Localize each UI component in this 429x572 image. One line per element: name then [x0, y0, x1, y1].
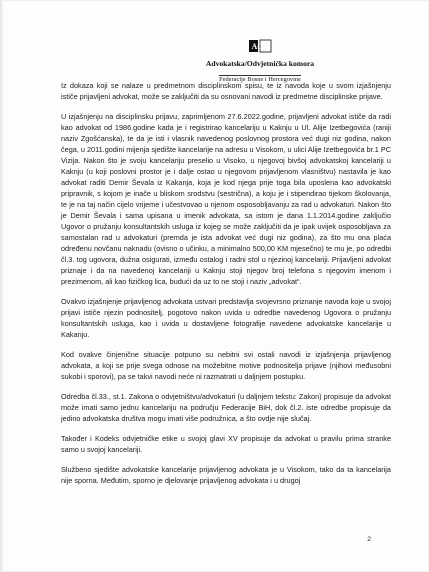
paragraph-5: Odredba čl.33., st.1. Zakona o odvjetništvu/advokaturi (u daljnjem tekstu: Zakon) propisuje da advokat može imati samo jednu kancelariju na području Federacije BiH, dok čl.2. iste odredbe propisuje da jedino advokatska društva mogu imati više podružnica, a što ovdje nije slučaj.	[61, 392, 391, 423]
paragraph-6: Također i Kodeks odvjetničke etike u svojoj glavi XV propisuje da advokat u pravilu prima stranke samo u svojoj kancelariji.	[61, 434, 391, 454]
aok-logo-icon	[247, 38, 273, 58]
org-name: Advokatska/Odvjetnička komora	[205, 59, 315, 68]
letterhead	[170, 38, 350, 86]
org-subtitle: Federacije Bosne i Hercegovine	[219, 76, 301, 83]
page-edge-shadow	[0, 0, 4, 572]
logo-letter-a: AOK	[251, 42, 270, 51]
paragraph-2: U izjašnjenju na disciplinsku prijavu, zaprimljenom 27.6.2022.godine, prijavljeni advokat ističe da radi kao advokat od 1986.godine kada je i registrirao kancelariju u Kaknju u Ul. Alije Izetbegovića (raniji naziv Zgošćanska), te da je isti i vlasnik navedenog poslovnog prostora već dugi niz godina, nakon čega, u 2011.godini mijenja sjedište kancelarije na adresu u Visokom, u ulici Alije Izetbegovića br.1 PC Vizija. Nakon što je svoju kancelariju preselio u Visoko, u njegovoj bivšoj advokatskoj kancelariji u Kaknju (u koji poslovni prostor je i dalje ostao u njegovom prijavljenom vlasništvu) nastavila je kao advokat raditi Demir Ševala iz Kakanja, koja je kod njega prije toga bila uposlena kao advokatski pripravnik, s kojom je inače u bliskom srodstvu (sestrična), a koju je i stipendirao tijekom školovanja, te je na taj način cijelo vrijeme i učestvovao u njenom osposobljavanju za rad u advokaturi. Nakon što je Demir Ševala i sama upisana u imenik advokata, sa istom je dana 1.1.2014.godine zaključio Ugovor o pružanju konsultantskih usluga iz kojeg se može zaključiti da je ipak uvijek osposobljava za samostalan rad u advokaturi (premda je ista advokat već dugi niz godina), za što mu ona plaća određenu novčanu naknadu (ovisno o učinku, a minimalno 500,00 KM mjesečno) te mu je, po odredbi čl.3. tog ugovora, dužna osigurati, između ostalog i radni stol u njezinoj kancelariji. Prijavljeni advokat priznaje i da na navedenoj kancelariji u Kaknju stoji njegov broj telefona s njegovim imenom i prezimenom, ali kao fizičkog lica, budući da uz to ne stoji i naziv „advokat“.	[61, 112, 391, 286]
paragraph-4: Kod ovakve činjenične situacije potpuno su nebitni svi ostali navodi iz izjašnjenja prijavljenog advokata, a koji se prije svega odnose na možebitne motive podnositelja prijave (njihovi međusobni sukobi i sporovi), pa se takvi navodi neće ni razmatrati u daljnjem postupku.	[61, 350, 391, 381]
document-body	[61, 80, 391, 495]
page-number: 2	[367, 536, 371, 543]
paragraph-1: Iz dokaza koji se nalaze u predmetnom disciplinskom spisu, te iz navoda koje u svom izjašnjenju ističe prijavljeni advokat, može se zaključiti da su osnovani navodi iz predmetne disciplinske prijave.	[61, 81, 391, 101]
paragraph-3: Ovakvo izjašnjenje prijavljenog advokata ustvari predstavlja svojevrsno priznanje navoda koje u svojoj prijavi ističe njezin podnositelj, pogotovo nakon uvida u odredbe navedenog Ugovora o pružanju konsultantskih usluga, kao i uvida u dostavljene fotografije navedene advokatske kancelarije u Kakanju.	[61, 297, 391, 339]
paragraph-7: Službeno sjedište advokatske kancelarije prijavljenog advokata je u Visokom, tako da ta kancelarija nije sporna. Međutim, sporno je djelovanje prijavljenog advokata i u drugoj	[61, 465, 391, 485]
